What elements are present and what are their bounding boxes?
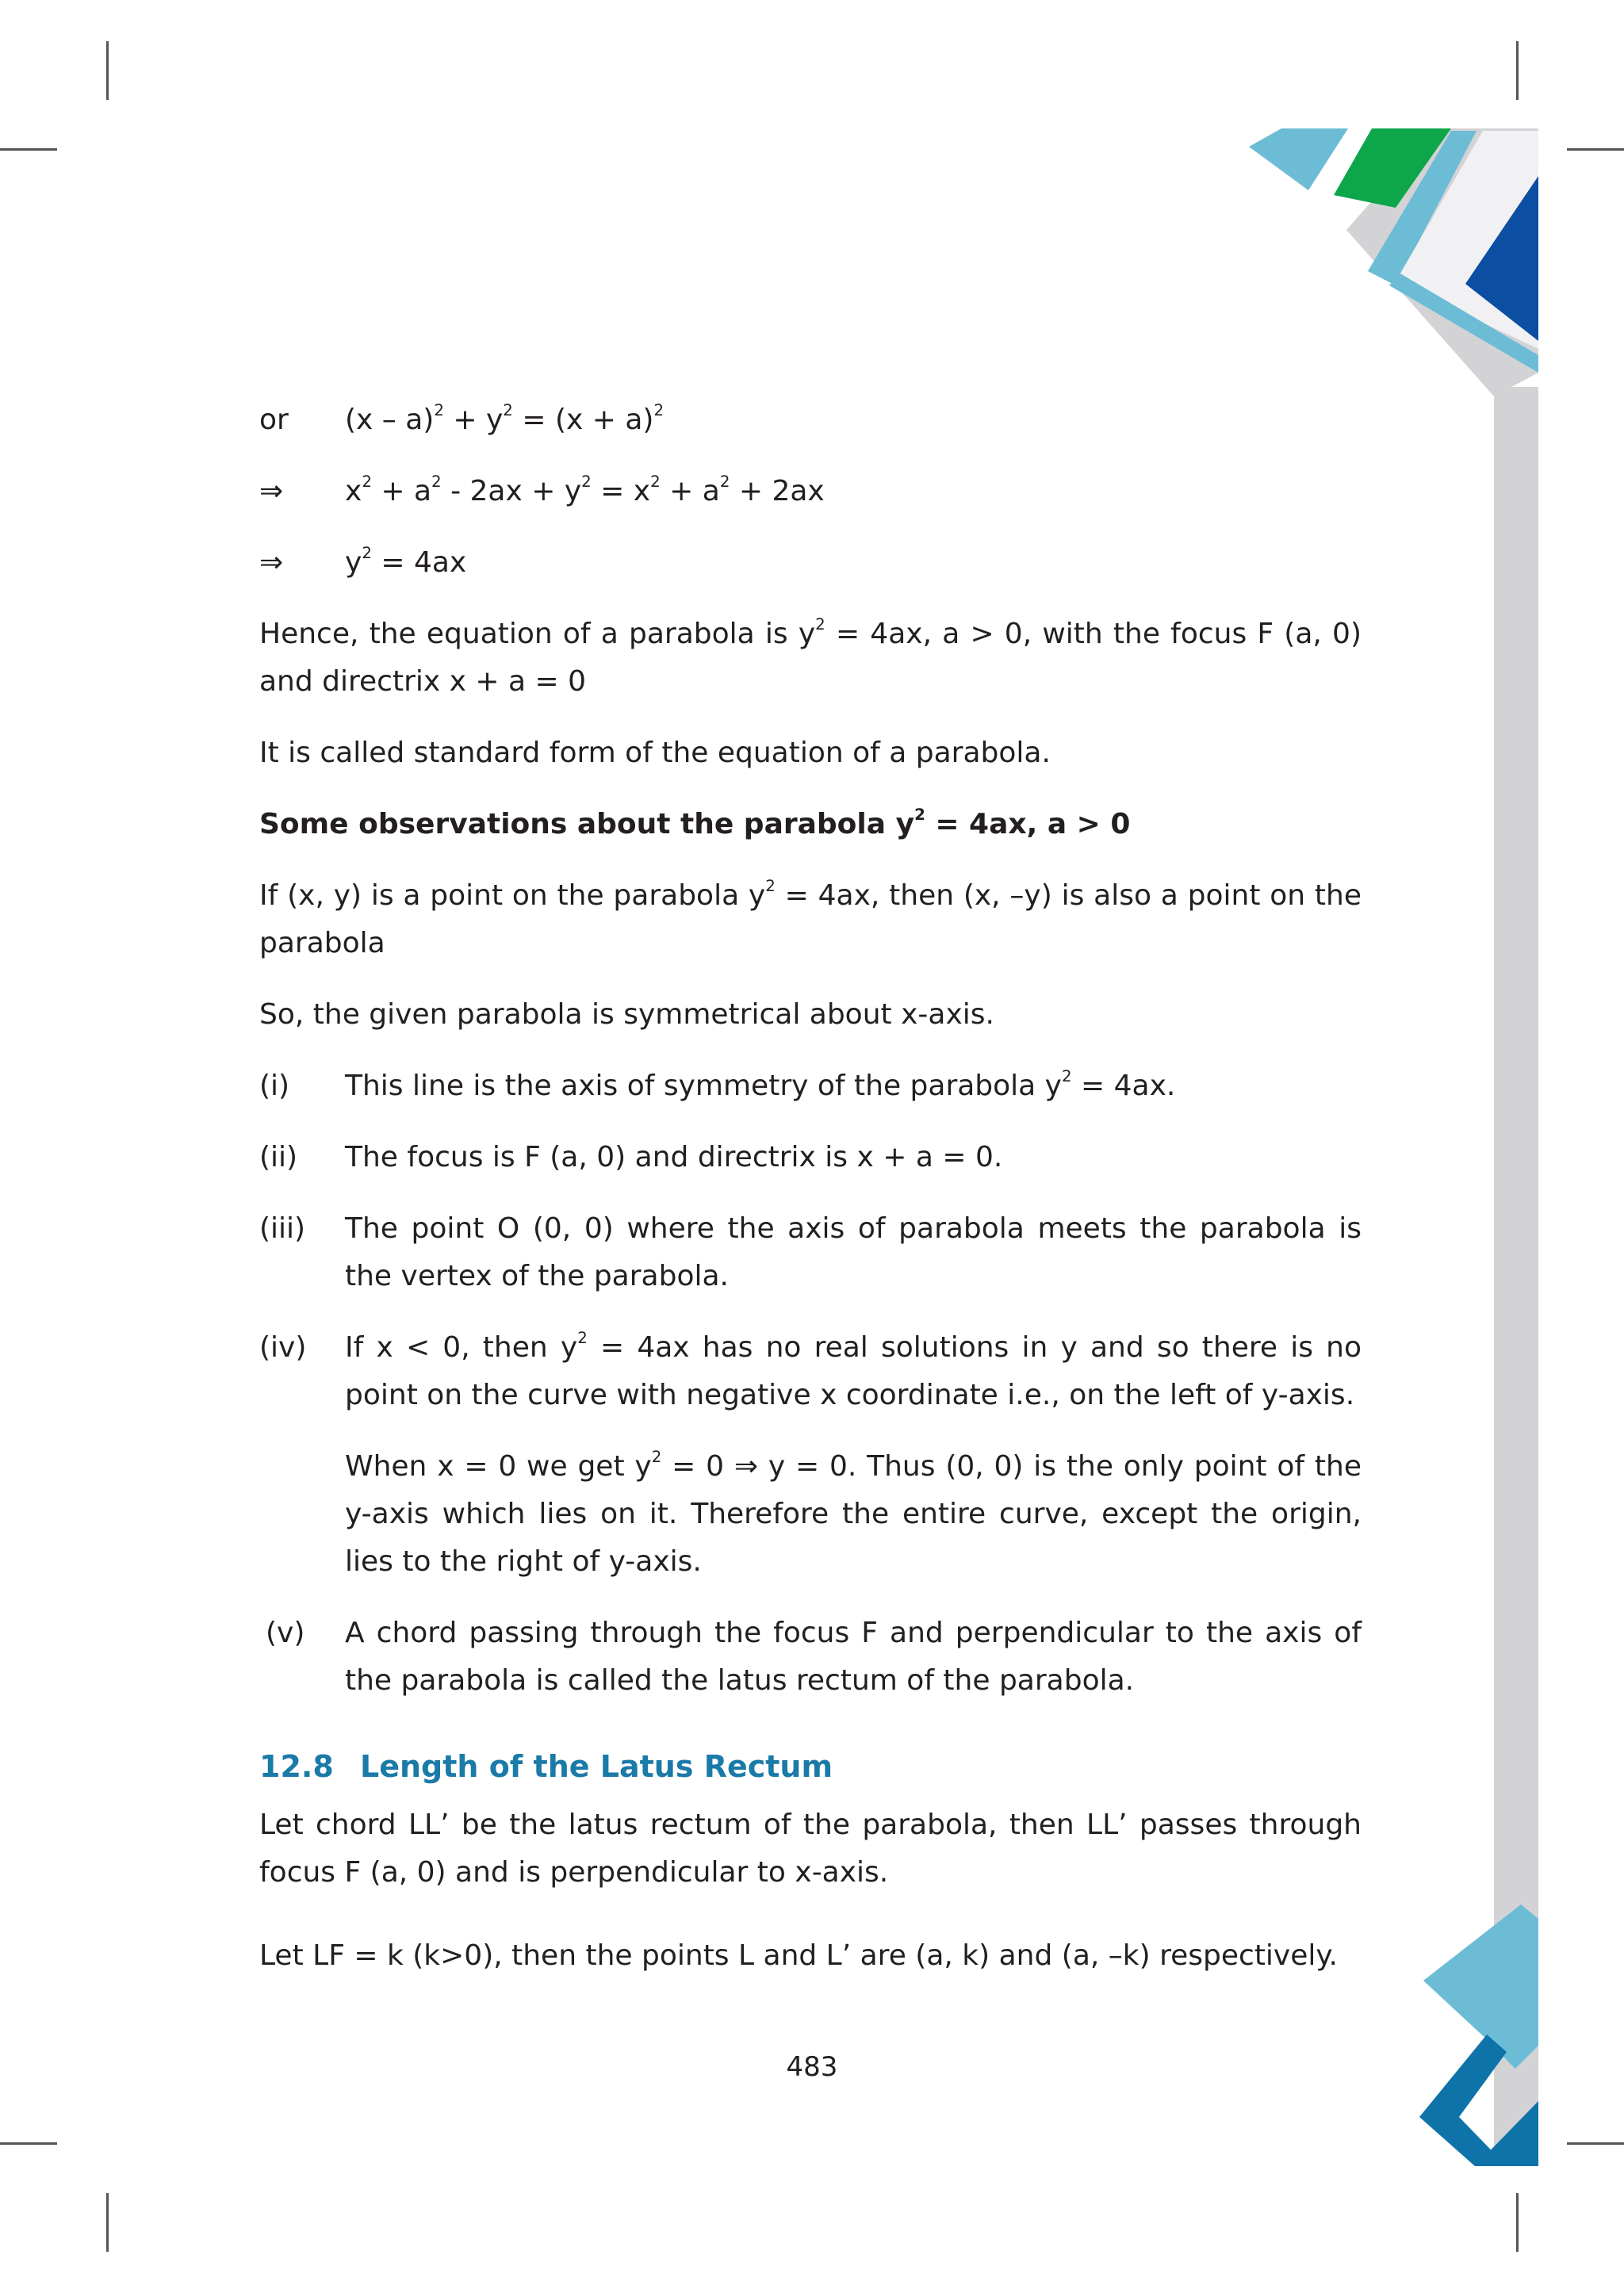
list-item-continuation [259,1443,1362,1586]
equation-label: or [259,404,289,436]
list-item [259,1610,1362,1705]
grey-side-band [1494,387,1538,2163]
heading-rendered: Some observations about the parabola $y^2 = 4ax$, a > 0 [259,806,1131,840]
equation-rendered: $y^2 = 4ax$ [345,544,467,579]
observations-heading [259,801,1362,848]
list-text: The point O (0, 0) where the axis of parabola meets the parabola is the vertex of the parabola. [345,1212,1362,1292]
paragraph-rendered: If (x, y) is a point on the parabola $y^2 = 4ax$, then (x, –y) is also a point on the parabola [259,877,1362,959]
list-text: A chord passing through the focus F and perpendicular to the axis of the parabola is called the latus rectum of the parabola. [345,1617,1362,1697]
list-text: The focus is F (a, 0) and directrix is x + a = 0. [345,1141,1003,1173]
light-blue-top-tab [1249,128,1348,190]
list-label: (v) [266,1617,305,1649]
list-label: (i) [259,1070,290,1102]
paragraph-symmetric: So, the given parabola is symmetrical about x-axis. [259,998,994,1031]
page-number: 483 [786,2051,838,2083]
equation-rendered: $(x - a)^2 + y^2 = (x + a)^2$ [345,401,665,436]
section-number: 12.8 [259,1749,334,1784]
list-item [259,1324,1362,1419]
list-item [259,1205,1362,1300]
list-rendered: If x < 0, then $y^2 = 4ax$ has no real solutions in y and so there is no point on the curve with negative x coordinate i.e., on the left of y-axis. [345,1329,1362,1411]
paragraph-rendered: Hence, the equation of a parabola is $y^2 = 4ax$, a > 0, with the focus F (a, 0) and directrix x + a = 0 [259,615,1362,698]
equation-rendered: $x^2 + a^2 - 2ax + y^2 = x^2 + a^2 + 2ax$ [345,473,825,507]
list-item [259,1062,1362,1110]
list-item [259,1134,1362,1181]
section-paragraph-1: Let chord LL’ be the latus rectum of the parabola, then LL’ passes through focus F (a, 0) and is perpendicular to x-axis. [259,1809,1362,1889]
list-label: (ii) [259,1141,298,1173]
implies-symbol: ⇒ [259,475,284,507]
implies-symbol: ⇒ [259,546,284,579]
list-rendered: This line is the axis of symmetry of the parabola $y^2 = 4ax$. [345,1067,1176,1102]
list-label: (iii) [259,1212,306,1245]
paragraph-point [259,872,1362,967]
section-paragraph-2: Let LF = k (k>0), then the points L and L’ are (a, k) and (a, –k) respectively. [259,1939,1339,1972]
list-rendered: When x = 0 we get $y^2 = 0$ ⇒ y = 0. Thus (0, 0) is the only point of the y-axis which lies on it. Therefore the entire curve, except the origin, lies to the right of y-axis. [345,1448,1362,1578]
section-heading [259,1743,833,1790]
paragraph-standard-form: It is called standard form of the equation of a parabola. [259,737,1051,769]
list-label: (iv) [259,1331,307,1364]
section-title: Length of the Latus Rectum [360,1749,833,1784]
paragraph-hence [259,611,1362,706]
